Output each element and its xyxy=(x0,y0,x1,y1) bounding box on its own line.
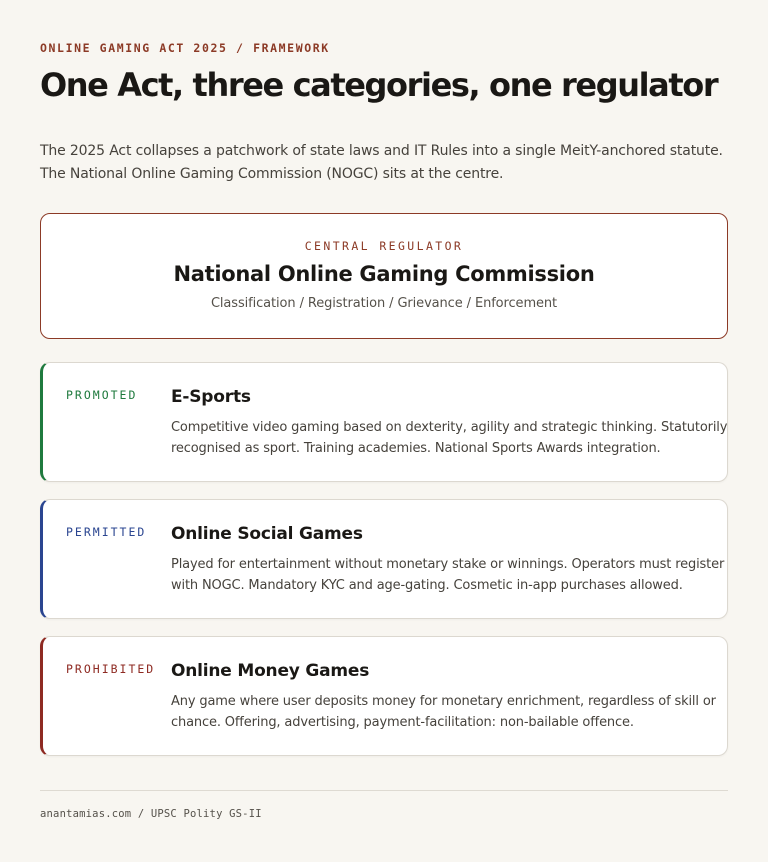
footer-divider xyxy=(40,790,728,791)
description-line: Played for entertainment without monetary stake or winnings. Operators must register xyxy=(171,557,725,572)
page-title: One Act, three categories, one regulator xyxy=(40,66,718,104)
category-title: Online Social Games xyxy=(171,524,363,544)
category-description xyxy=(171,417,728,459)
footer-credit: anantamias.com / UPSC Polity GS-II xyxy=(40,808,262,820)
central-regulator-card xyxy=(40,213,728,339)
category-card-money-games xyxy=(40,636,728,756)
lede-line: The National Online Gaming Commission (NOGC) sits at the centre. xyxy=(40,166,504,182)
category-card-esports xyxy=(40,362,728,482)
description-line: Competitive video gaming based on dexterity, agility and strategic thinking. Statutorily xyxy=(171,420,728,435)
category-description xyxy=(171,691,716,733)
description-line: with NOGC. Mandatory KYC and age-gating. Cosmetic in-app purchases allowed. xyxy=(171,578,683,593)
category-tag-promoted: PROMOTED xyxy=(66,388,138,402)
category-title: E-Sports xyxy=(171,387,251,407)
category-card-social-games xyxy=(40,499,728,619)
description-line: chance. Offering, advertising, payment-facilitation: non-bailable offence. xyxy=(171,715,634,730)
description-line: Any game where user deposits money for monetary enrichment, regardless of skill or xyxy=(171,694,716,709)
description-line: recognised as sport. Training academies. National Sports Awards integration. xyxy=(171,441,661,456)
lede-line: The 2025 Act collapses a patchwork of state laws and IT Rules into a single MeitY-anchored statute. xyxy=(40,143,723,159)
category-tag-prohibited: PROHIBITED xyxy=(66,662,156,676)
regulator-name: National Online Gaming Commission xyxy=(173,262,595,286)
category-description xyxy=(171,554,725,596)
category-title: Online Money Games xyxy=(171,661,370,681)
category-tag-permitted: PERMITTED xyxy=(66,525,147,539)
regulator-roles: Classification / Registration / Grievance / Enforcement xyxy=(210,296,558,311)
eyebrow-label: ONLINE GAMING ACT 2025 / FRAMEWORK xyxy=(40,41,330,55)
lede-paragraph xyxy=(40,140,740,186)
regulator-kicker: CENTRAL REGULATOR xyxy=(304,239,464,253)
